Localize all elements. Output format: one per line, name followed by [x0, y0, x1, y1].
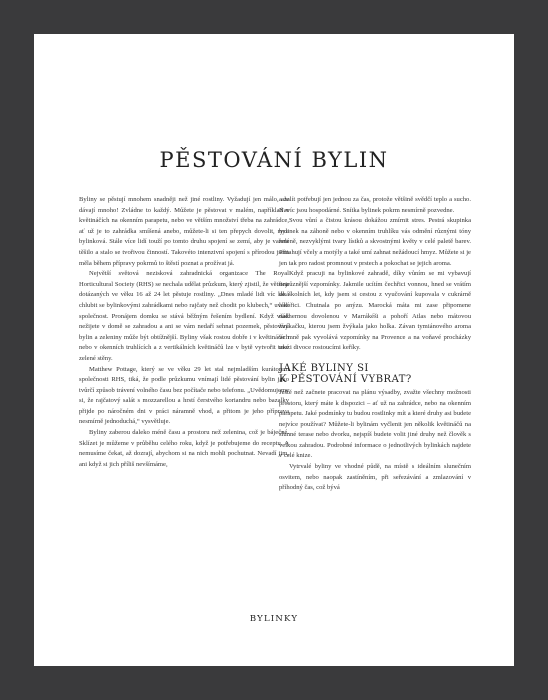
paragraph: Svou vůní a čistou krásou dokážou zmírnit stres. Pestrá skupinka bylinek na záhoně nebo v okenním truhlíku vás odmění různými tóny zeleně, nezvyklými tvary lístků a skvostnými květy v celé paletě barev. Přitahují včely a motýly a také umí zahnat nežádoucí hmyz. Můžete si je jen tak pro radost promnout v prstech a pokochat se jejich aroma.	[279, 217, 471, 267]
paragraph: Vytrvalé byliny ve vhodné půdě, na místě s ideálním slunečním osvitem, nebo naopak zastíněním, při seřezávání a zmlazování v příhodný čas, což bývá	[279, 463, 471, 492]
paragraph: Největší světová nezisková zahradnická organizace The Royal Horticultural Society (RHS) se nechala udělat průzkum, který zjistil, že většina dotázaných ve věku 16 až 24 let pěstuje rostliny. „Dnes mladé lidi víc láká chlubit se bylinkovými zahrádkami nebo rajčaty než chodit po klubech,“ uvádí společnost. Pronájem domku se stává běžným řešením bydlení. Když však nežijete v domě se zahradou a ani se vám nedaří sehnat pozemek, pěstování bylin a zeleniny může být obtížnější. Byliny však rostou dobře i v květináčích nebo v okenních truhlících a z vertikálních květináčů lze v bytě vytvořit také zelené stěny.	[79, 270, 289, 362]
section-heading-line: K PĚSTOVÁNÍ VYBRAT?	[279, 373, 412, 385]
paragraph: Byliny se pěstují mnohem snadněji než jiné rostliny. Vyžadují jen málo, ale dávají mnoho! Zvládne to každý. Můžete je pěstovat v malém, například v květináčích na okenním parapetu, nebo ve větším množství třeba na zahrádce, ať už je to zahrádka smíšená anebo, můžete-li si ten přepych dovolit, ryze bylinková. Stále více lidí touží po tomto druhu spojení se zemí, aby je vaření těšilo a stalo se tvořivou činností. Takovéto intenzivní spojení s přírodou jsem měla během přípravy pokrmů to štěstí poznat a prožívat já.	[79, 196, 289, 267]
page-title: PĚSTOVÁNÍ BYLIN	[159, 148, 389, 172]
section-heading-line: JAKÉ BYLINY SI	[279, 362, 369, 374]
paragraph: Byliny zaberou daleko méně času a prostoru než zelenina, což je báječné. Sklízet je můžeme v průběhu celého roku, když je potřebujeme do receptu. A nemusíme čekat, až dozrají, abychom si na nich mohli pochutnat. Nevadí jim, ani když si jich příliš nevšímáme,	[79, 429, 289, 468]
paragraph: Matthew Pottage, který se ve věku 29 let stal nejmladším kurátorem společnosti RHS, tiká, že podle průzkumu vnímají lidé pěstování bylin jako tvůrčí způsob trávení volného času bez počítače nebo telefonu. „Uvědomujeme si, že rajčatový salát s mozzarellou a hrstí čerstvého koriandru nebo bazalky přijde po náročném dni v práci náramně vhod, a přitom je jeho příprava nesmírně jednoduchá,“ vysvětluje.	[79, 365, 289, 426]
right-column	[279, 195, 471, 494]
left-column	[79, 195, 289, 470]
section-heading	[279, 363, 471, 385]
paragraph: Ještě než začnete pracovat na plánu výsadby, zvažte všechny možnosti prostoru, který máte k dispozici – ať už na zahrádce, nebo na okenním parapetu. Jaké podmínky tu budou rostlinky mít a které druhy asi budete nejvíce používat? Můžete-li bylinám vyčlenit jen několik květináčů na slunné terase nebo dvorku, nejspíš budete volit jiné druhy než člověk s velkou zahradou. Podrobné informace o jednotlivých bylinkách najdete v celé knize.	[279, 388, 471, 460]
paragraph: a zalít potřebují jen jednou za čas, protože většině svědčí teplo a sucho. Navíc jsou hospodárné. Snítka bylinek pokrm nesmírně pozvedne.	[279, 196, 471, 214]
running-footer: BYLINKY	[249, 614, 299, 624]
paragraph: Když pracuji na bylinkové zahradě, díky vůním se mi vybavují nejrůznější vzpomínky. Jakmile ucítím čechřici vonnou, hned se vrátím do školních let, kdy jsem si cestou z vyučování kupovala v cukrárně lékořici. Chutnala po anýzu. Marocká máta mi zase připomene nádhernou dovolenou v Marrákéši a pohoří Atlas nebo mátovou žvýkačku, kterou jsem žvýkala jako holka. Závan tymiánového aroma ve mně pak vyvolává vzpomínky na Provence a na voňavé procházky mezi divoce rostoucími keříky.	[279, 270, 471, 352]
